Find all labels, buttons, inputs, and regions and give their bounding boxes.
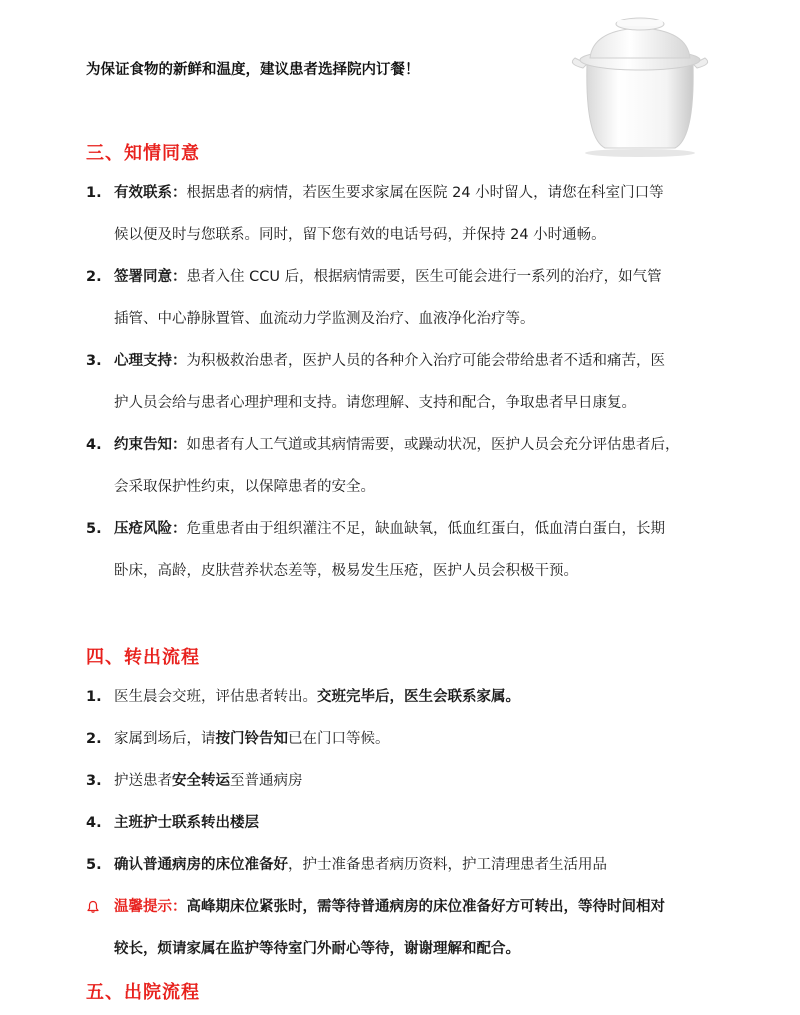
- section-title-informed-consent: 三、知情同意: [86, 143, 200, 164]
- item-text: 患者入住 CCU 后，根据病情需要，医生可能会进行一系列的治疗，如气管: [186, 269, 662, 285]
- transfer-process-list: [86, 676, 736, 970]
- item-number: 2.: [86, 269, 102, 285]
- stew-pot-image: [555, 8, 725, 158]
- item-number: 4.: [86, 815, 102, 831]
- item-label: 有效联系：: [114, 185, 187, 201]
- item-bold-text: 确认普通病房的床位准备好: [114, 857, 288, 873]
- tip-text: 较长，烦请家属在监护等待室门外耐心等待，谢谢理解和配合。: [114, 941, 520, 957]
- list-item: [86, 760, 736, 802]
- item-text: 如患者有人工气道或其病情需要，或躁动状况，医护人员会充分评估患者后，: [186, 437, 680, 453]
- bell-icon: [86, 900, 100, 914]
- item-text: 为积极救治患者，医护人员的各种介入治疗可能会带给患者不适和痛苦，医: [186, 353, 665, 369]
- tip-label: 温馨提示：: [114, 899, 187, 915]
- list-item: [86, 508, 736, 592]
- item-text: 医生晨会交班，评估患者转出。: [114, 689, 317, 705]
- item-bold-text: 按门铃告知: [215, 731, 288, 747]
- list-item: [86, 718, 736, 760]
- warm-tip: [86, 886, 736, 970]
- item-label: 压疮风险：: [114, 521, 187, 537]
- item-number: 1.: [86, 689, 102, 705]
- item-text: 插管、中心静脉置管、血流动力学监测及治疗、血液净化治疗等。: [114, 311, 535, 327]
- item-text: 根据患者的病情，若医生要求家属在医院 24 小时留人，请您在科室门口等: [186, 185, 664, 201]
- item-text: 会采取保护性约束，以保障患者的安全。: [114, 479, 375, 495]
- item-number: 3.: [86, 353, 102, 369]
- informed-consent-list: [86, 172, 736, 592]
- list-item: [86, 844, 736, 886]
- item-number: 2.: [86, 731, 102, 747]
- list-item: [86, 424, 736, 508]
- item-bold-text: 安全转运: [172, 773, 230, 789]
- item-text: 卧床，高龄，皮肤营养状态差等，极易发生压疮，医护人员会积极干预。: [114, 563, 578, 579]
- item-text: 家属到场后，请: [114, 731, 216, 747]
- item-text: 护送患者: [114, 773, 172, 789]
- list-item: [86, 340, 736, 424]
- list-item: [86, 172, 736, 256]
- item-number: 3.: [86, 773, 102, 789]
- section-title-transfer-process: 四、转出流程: [86, 647, 200, 668]
- list-item: [86, 256, 736, 340]
- item-label: 心理支持：: [114, 353, 187, 369]
- item-number: 4.: [86, 437, 102, 453]
- intro-text: 为保证食物的新鲜和温度，建议患者选择院内订餐！: [86, 62, 420, 78]
- item-text: 至普通病房: [230, 773, 303, 789]
- tip-text: 高峰期床位紧张时，需等待普通病房的床位准备好方可转出，等待时间相对: [186, 899, 665, 915]
- item-label: 签署同意：: [114, 269, 187, 285]
- item-text: ，护士准备患者病历资料，护工清理患者生活用品: [288, 857, 607, 873]
- item-label: 约束告知：: [114, 437, 187, 453]
- list-item: [86, 802, 736, 844]
- list-item: [86, 676, 736, 718]
- item-text: 护人员会给与患者心理护理和支持。请您理解、支持和配合，争取患者早日康复。: [114, 395, 636, 411]
- item-number: 5.: [86, 521, 102, 537]
- section-title-discharge-process: 五、出院流程: [86, 982, 200, 1003]
- item-text: 已在门口等候。: [288, 731, 390, 747]
- item-number: 1.: [86, 185, 102, 201]
- item-number: 5.: [86, 857, 102, 873]
- item-text: 危重患者由于组织灌注不足，缺血缺氧，低血红蛋白，低血清白蛋白，长期: [186, 521, 665, 537]
- item-bold-text: 交班完毕后，医生会联系家属。: [317, 689, 520, 705]
- item-text: 候以便及时与您联系。同时，留下您有效的电话号码，并保持 24 小时通畅。: [114, 227, 606, 243]
- item-bold-text: 主班护士联系转出楼层: [114, 815, 259, 831]
